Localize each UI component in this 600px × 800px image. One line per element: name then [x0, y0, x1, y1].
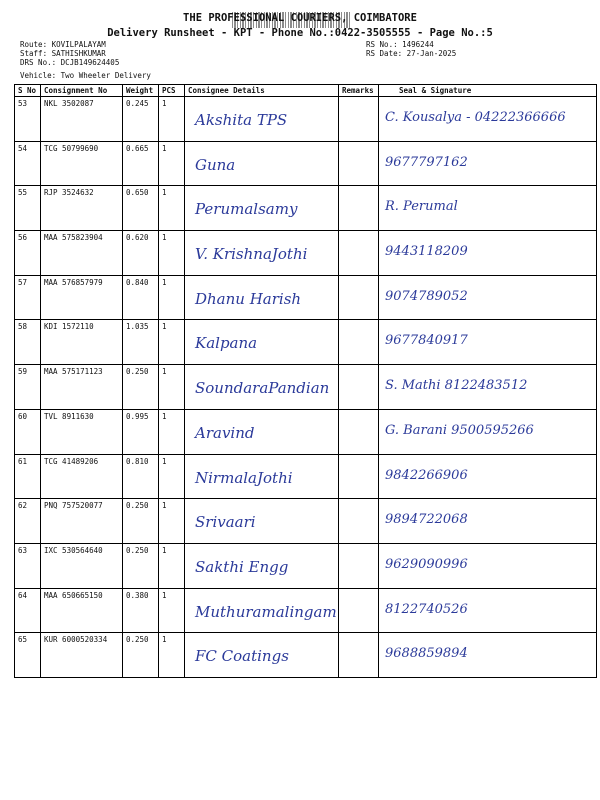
cell-consignee — [185, 365, 339, 410]
cell-consignee — [185, 320, 339, 365]
vehicle-label: Vehicle: Two Wheeler Delivery — [20, 71, 151, 80]
col-consignment: Consignment No — [41, 85, 123, 97]
cell-signature — [379, 409, 597, 454]
cell-signature — [379, 275, 597, 320]
cell-pcs: 1 — [159, 365, 185, 410]
cell-pcs: 1 — [159, 275, 185, 320]
cell-consignment-no: MAA 650665150 — [41, 588, 123, 633]
cell-remarks — [339, 633, 379, 678]
cell-remarks — [339, 275, 379, 320]
table-row — [15, 365, 597, 410]
cell-sno: 58 — [15, 320, 41, 365]
cell-sno: 60 — [15, 409, 41, 454]
handwritten-signature: S. Mathi 8122483512 — [385, 378, 528, 394]
handwritten-signature: 8122740526 — [385, 601, 468, 617]
cell-consignment-no: NKL 3502087 — [41, 97, 123, 142]
handwritten-signature: R. Perumal — [385, 199, 458, 215]
route-label: Route: KOVILPALAYAM — [20, 40, 106, 49]
cell-sno: 64 — [15, 588, 41, 633]
cell-consignee — [185, 141, 339, 186]
handwritten-signature: 9677797162 — [385, 154, 468, 170]
cell-consignment-no: KUR 6000520334 — [41, 633, 123, 678]
cell-consignment-no: RJP 3524632 — [41, 186, 123, 231]
cell-weight: 0.380 — [123, 588, 159, 633]
table-row — [15, 141, 597, 186]
cell-sno: 55 — [15, 186, 41, 231]
runsheet-table — [14, 84, 597, 678]
cell-remarks — [339, 97, 379, 142]
cell-consignee — [185, 588, 339, 633]
handwritten-consignee: Sakthi Engg — [195, 557, 289, 576]
handwritten-consignee: Srivaari — [195, 513, 256, 532]
rs-no-label: RS No.: 1496244 — [366, 40, 434, 49]
cell-remarks — [339, 231, 379, 276]
handwritten-consignee: FC Coatings — [195, 647, 289, 666]
cell-remarks — [339, 320, 379, 365]
handwritten-signature: 9677840917 — [385, 333, 468, 349]
cell-weight: 0.650 — [123, 186, 159, 231]
cell-consignment-no: TVL 8911630 — [41, 409, 123, 454]
col-weight: Weight — [123, 85, 159, 97]
col-pcs: PCS — [159, 85, 185, 97]
handwritten-consignee: Kalpana — [195, 334, 258, 353]
company-title: THE PROFESSIONAL COURIERS, COIMBATORE — [183, 12, 417, 24]
cell-signature — [379, 320, 597, 365]
cell-remarks — [339, 543, 379, 588]
cell-sno: 62 — [15, 499, 41, 544]
table-row — [15, 186, 597, 231]
cell-pcs: 1 — [159, 97, 185, 142]
cell-sno: 54 — [15, 141, 41, 186]
cell-sno: 57 — [15, 275, 41, 320]
cell-consignee — [185, 454, 339, 499]
table-row — [15, 320, 597, 365]
handwritten-consignee: Dhanu Harish — [195, 289, 302, 308]
cell-weight: 0.250 — [123, 633, 159, 678]
rs-date-label: RS Date: 27-Jan-2025 — [366, 49, 457, 58]
handwritten-signature: 9894722068 — [385, 512, 468, 528]
cell-weight: 0.245 — [123, 97, 159, 142]
table-row — [15, 97, 597, 142]
cell-sno: 61 — [15, 454, 41, 499]
handwritten-consignee: Perumalsamy — [195, 200, 298, 219]
cell-consignment-no: MAA 575823904 — [41, 231, 123, 276]
cell-pcs: 1 — [159, 231, 185, 276]
cell-signature — [379, 499, 597, 544]
cell-signature — [379, 97, 597, 142]
cell-pcs: 1 — [159, 141, 185, 186]
cell-signature — [379, 454, 597, 499]
cell-signature — [379, 231, 597, 276]
handwritten-signature: 9688859894 — [385, 646, 468, 662]
cell-remarks — [339, 141, 379, 186]
cell-remarks — [339, 454, 379, 499]
cell-pcs: 1 — [159, 186, 185, 231]
cell-signature — [379, 186, 597, 231]
cell-consignment-no: MAA 576857979 — [41, 275, 123, 320]
table-row — [15, 409, 597, 454]
cell-consignment-no: IXC 530564640 — [41, 543, 123, 588]
col-remarks: Remarks — [339, 85, 379, 97]
table-row — [15, 588, 597, 633]
handwritten-signature: 9629090996 — [385, 556, 468, 572]
cell-signature — [379, 633, 597, 678]
cell-consignment-no: PNQ 757520077 — [41, 499, 123, 544]
cell-consignment-no: MAA 575171123 — [41, 365, 123, 410]
handwritten-signature: 9443118209 — [385, 244, 468, 260]
cell-consignment-no: KDI 1572110 — [41, 320, 123, 365]
cell-sno: 53 — [15, 97, 41, 142]
cell-pcs: 1 — [159, 409, 185, 454]
table-row — [15, 499, 597, 544]
meta-right — [366, 40, 456, 58]
cell-signature — [379, 365, 597, 410]
cell-remarks — [339, 499, 379, 544]
handwritten-consignee: Guna — [195, 155, 236, 174]
handwritten-consignee: V. KrishnaJothi — [195, 245, 308, 264]
cell-remarks — [339, 186, 379, 231]
cell-weight: 0.810 — [123, 454, 159, 499]
cell-signature — [379, 543, 597, 588]
cell-pcs: 1 — [159, 454, 185, 499]
cell-signature — [379, 141, 597, 186]
cell-consignee — [185, 231, 339, 276]
cell-pcs: 1 — [159, 543, 185, 588]
cell-weight: 0.250 — [123, 543, 159, 588]
cell-consignee — [185, 633, 339, 678]
col-signature: Seal & Signature — [379, 85, 597, 97]
drs-label: DRS No.: DCJB149624405 — [20, 58, 120, 67]
cell-sno: 65 — [15, 633, 41, 678]
cell-weight: 0.620 — [123, 231, 159, 276]
col-consignee: Consignee Details — [185, 85, 339, 97]
cell-pcs: 1 — [159, 588, 185, 633]
cell-weight: 0.250 — [123, 365, 159, 410]
cell-remarks — [339, 409, 379, 454]
cell-pcs: 1 — [159, 320, 185, 365]
table-row — [15, 275, 597, 320]
handwritten-signature: C. Kousalya - 04222366666 — [385, 110, 566, 125]
cell-sno: 63 — [15, 543, 41, 588]
cell-consignee — [185, 186, 339, 231]
handwritten-consignee: Aravind — [195, 423, 255, 442]
cell-consignee — [185, 499, 339, 544]
table-header — [15, 85, 597, 97]
cell-weight: 0.250 — [123, 499, 159, 544]
cell-pcs: 1 — [159, 499, 185, 544]
table-row — [15, 543, 597, 588]
cell-consignment-no: TCG 41489206 — [41, 454, 123, 499]
cell-weight: 0.995 — [123, 409, 159, 454]
handwritten-signature: 9074789052 — [385, 288, 468, 304]
handwritten-signature: 9842266906 — [385, 467, 468, 483]
cell-remarks — [339, 365, 379, 410]
handwritten-signature: G. Barani 9500595266 — [385, 422, 534, 438]
cell-signature — [379, 588, 597, 633]
table-row — [15, 633, 597, 678]
cell-weight: 0.665 — [123, 141, 159, 186]
col-sno: S No — [15, 85, 41, 97]
cell-consignee — [185, 275, 339, 320]
cell-sno: 59 — [15, 365, 41, 410]
cell-sno: 56 — [15, 231, 41, 276]
cell-consignee — [185, 97, 339, 142]
cell-consignee — [185, 409, 339, 454]
cell-weight: 1.035 — [123, 320, 159, 365]
runsheet-subtitle: Delivery Runsheet - KPT - Phone No.:0422-3505555 - Page No.:5 — [107, 27, 493, 39]
cell-pcs: 1 — [159, 633, 185, 678]
table-row — [15, 231, 597, 276]
table-row — [15, 454, 597, 499]
handwritten-consignee: NirmalaJothi — [195, 468, 293, 487]
meta-left — [20, 40, 119, 67]
handwritten-consignee: SoundaraPandian — [195, 379, 330, 398]
handwritten-consignee: Akshita TPS — [195, 111, 288, 129]
staff-label: Staff: SATHISHKUMAR — [20, 49, 106, 58]
handwritten-consignee: Muthuramalingam — [195, 602, 337, 621]
cell-remarks — [339, 588, 379, 633]
cell-consignee — [185, 543, 339, 588]
cell-consignment-no: TCG 50799690 — [41, 141, 123, 186]
cell-weight: 0.840 — [123, 275, 159, 320]
